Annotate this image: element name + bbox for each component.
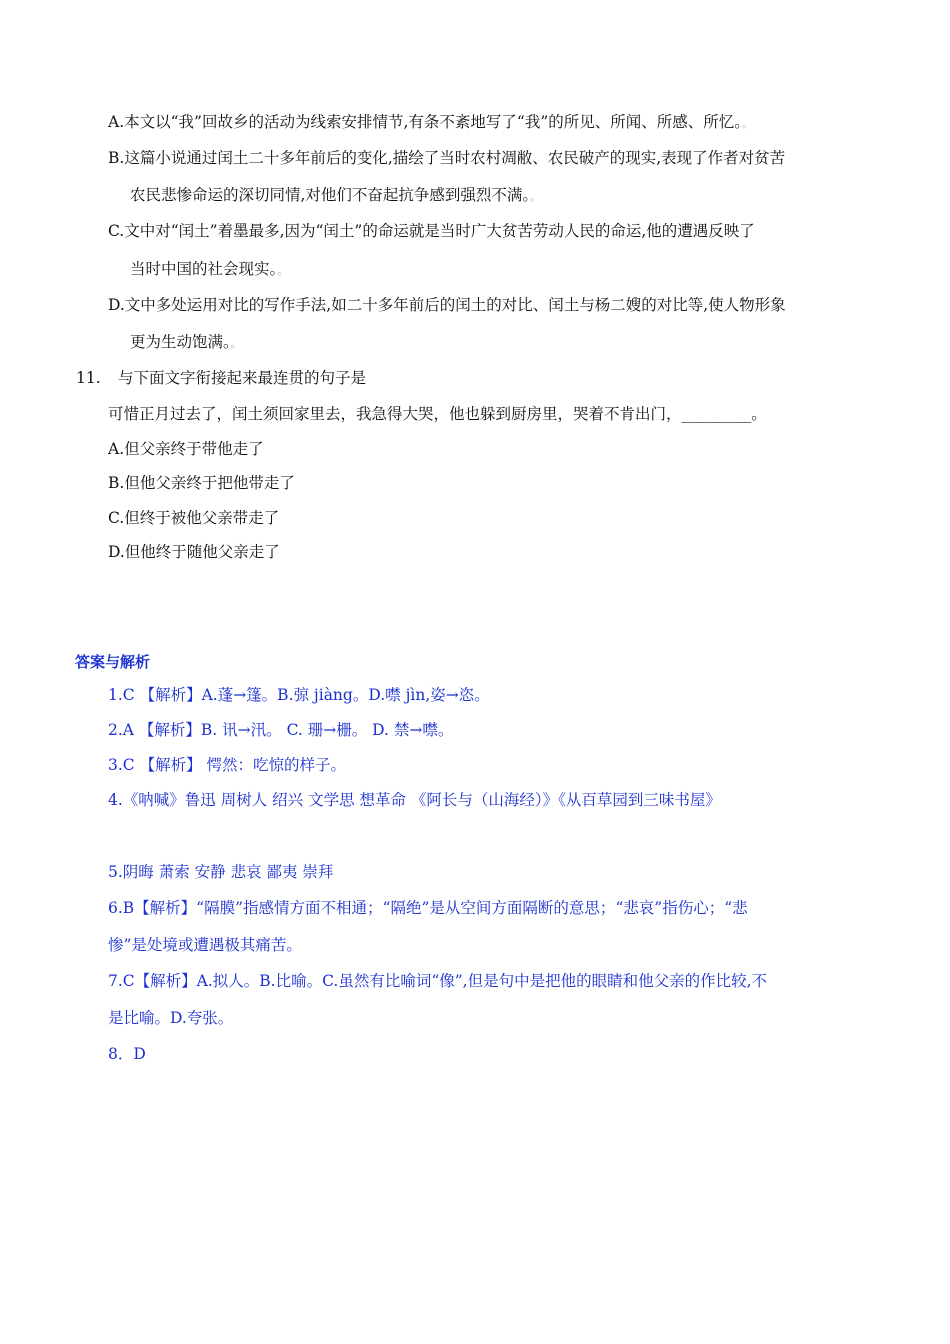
q10-option-a: A.本文以“我”回故乡的活动为线索安排情节,有条不紊地写了“我”的所见、所闻、所感、所忆。。: [108, 113, 753, 131]
q10-option-c-line1: C.文中对“闰土”着墨最多,因为“闰土”的命运就是当时广大贫苦劳动人民的命运,他的遭遇反映了: [108, 222, 755, 240]
answer-5: 5.阴晦 萧索 安静 悲哀 鄙夷 崇拜: [108, 863, 334, 881]
answer-6-line2: 惨”是处境或遭遇极其痛苦。: [108, 936, 302, 954]
q10-option-b-line2: 农民悲惨命运的深切同情,对他们不奋起抗争感到强烈不满。。: [130, 186, 542, 204]
answer-3: 3.C 【解析】 愕然：吃惊的样子。: [108, 756, 347, 774]
answer-8: 8．D: [108, 1045, 146, 1063]
q11-option-c: C.但终于被他父亲带走了: [108, 509, 280, 527]
answer-1: 1.C 【解析】A.蓬→篷。B.弶 jiàng。D.噤 jìn,姿→恣。: [108, 686, 490, 704]
answer-7-line1: 7.C【解析】A.拟人。B.比喻。C.虽然有比喻词“像”,但是句中是把他的眼睛和他父亲的作比较,不: [108, 972, 768, 990]
answers-heading: 答案与解析: [75, 653, 151, 671]
q10-option-c-line2: 当时中国的社会现实。。: [130, 260, 289, 278]
q11-option-a: A.但父亲终于带他走了: [108, 440, 264, 458]
answer-6-line1: 6.B【解析】“隔膜”指感情方面不相通；“隔绝”是从空间方面隔断的意思；“悲哀”指伤心；“悲: [108, 899, 748, 917]
q11-option-b: B.但他父亲终于把他带走了: [108, 474, 295, 492]
q11-passage: 可惜正月过去了，闰土须回家里去，我急得大哭，他也躲到厨房里，哭着不肯出门，_________。: [108, 405, 767, 423]
q11-option-d: D.但他终于随他父亲走了: [108, 543, 280, 561]
answer-2: 2.A 【解析】B. 讯→汛。 C. 珊→栅。 D. 禁→噤。: [108, 721, 454, 739]
answer-7-line2: 是比喻。D.夸张。: [108, 1009, 234, 1027]
q10-option-d-line1: D.文中多处运用对比的写作手法,如二十多年前后的闰土的对比、闰土与杨二嫂的对比等,使人物形象: [108, 296, 786, 314]
q10-option-d-line2: 更为生动饱满。。: [130, 333, 242, 351]
q11-number: 11.: [76, 369, 101, 387]
q10-option-b-line1: B.这篇小说通过闰土二十多年前后的变化,描绘了当时农村凋敝、农民破产的现实,表现了作者对贫苦: [108, 149, 786, 167]
q11-stem: 与下面文字衔接起来最连贯的句子是: [118, 369, 367, 387]
answer-4: 4.《呐喊》鲁迅 周树人 绍兴 文学思 想革命 《阿长与（山海经）》《从百草园到三味书屋》: [108, 791, 721, 809]
